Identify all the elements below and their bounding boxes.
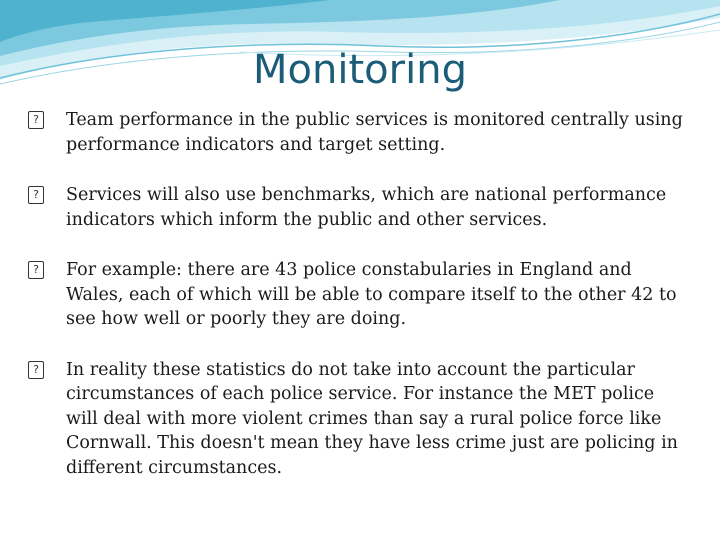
missing-glyph-icon: ? xyxy=(28,261,44,279)
missing-glyph-icon: ? xyxy=(28,111,44,129)
bullet-text: For example: there are 43 police constabularies in England and Wales, each of which will be able to compare itself to the other 42 to see how well or poorly they are doing. xyxy=(66,260,677,329)
missing-glyph-icon: ? xyxy=(28,361,44,379)
bullet-text: Team performance in the public services is monitored centrally using performance indicators and target setting. xyxy=(66,110,683,155)
bullet-text: Services will also use benchmarks, which are national performance indicators which inform the public and other services. xyxy=(66,185,667,230)
list-item xyxy=(28,108,688,157)
list-item xyxy=(28,258,688,332)
missing-glyph-icon: ? xyxy=(28,186,44,204)
page-title: Monitoring xyxy=(253,47,467,93)
bullet-list xyxy=(28,108,688,506)
list-item xyxy=(28,358,688,481)
list-item xyxy=(28,183,688,232)
bullet-text: In reality these statistics do not take into account the particular circumstances of each police service. For instance the MET police will deal with more violent crimes than say a rural police force like Cornwall. This doesn't mean they have less crime just are policing in different circumstances. xyxy=(66,359,678,478)
